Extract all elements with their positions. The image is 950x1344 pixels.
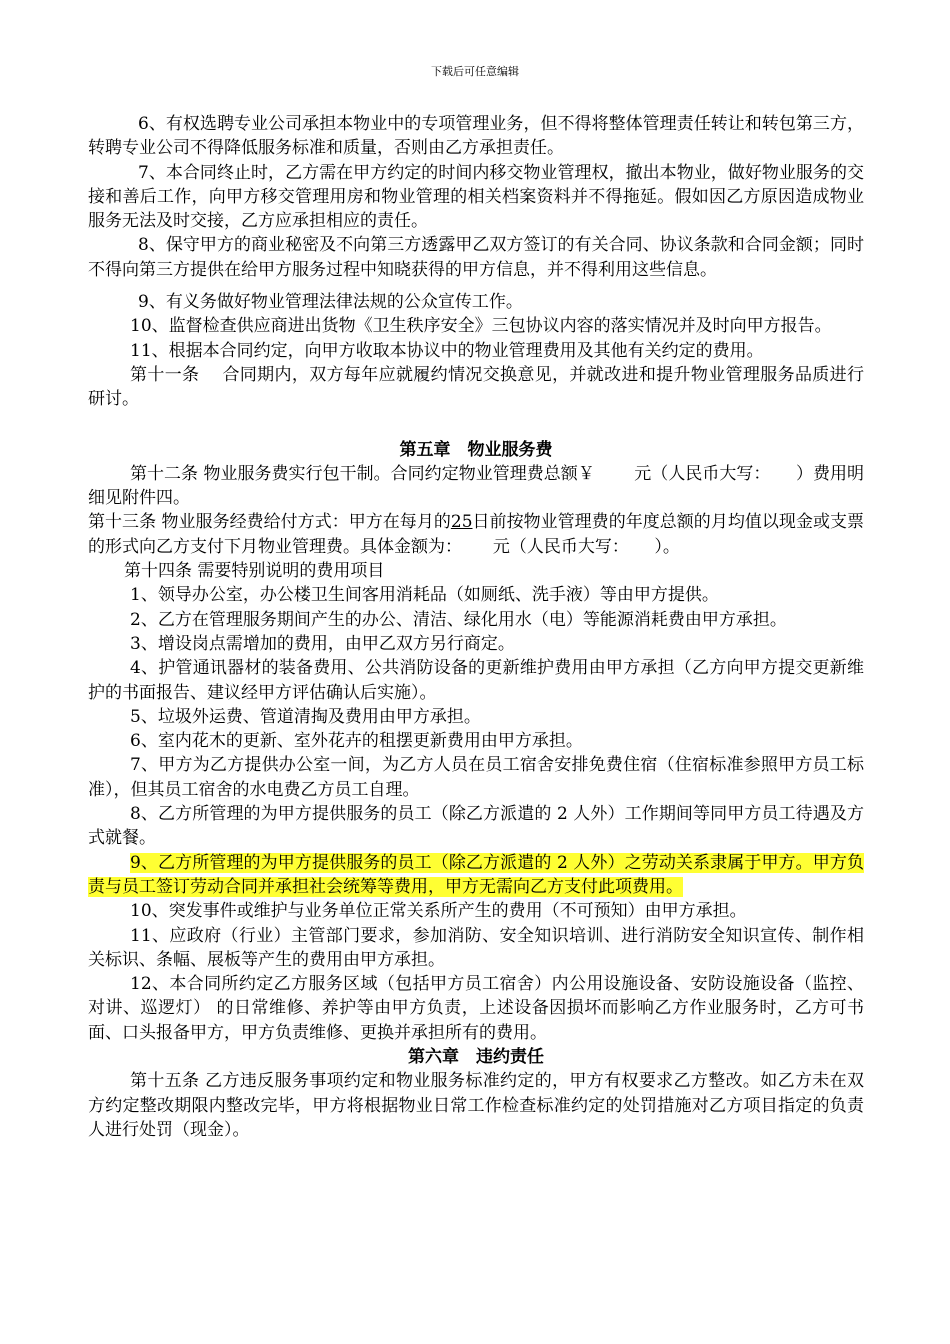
clause-10: 10、监督检查供应商进出货物《卫生秩序安全》三包协议内容的落实情况并及时向甲方报告。 [130, 316, 832, 337]
fee-item-10: 10、突发事件或维护与业务单位正常关系所产生的费用（不可预知）由甲方承担。 [130, 901, 747, 922]
fee-item-12: 12、本合同所约定乙方服务区域（包括甲方员工宿舍）内公用设施设备、安防设施设备（监控、对讲、巡逻灯） 的日常维修、养护等由甲方负责，上述设备因损坏而影响乙方作业服务时，乙方可书面、口头报备甲方，甲方负责维修、更换并承担所有的费用。 [88, 974, 864, 1043]
clause-6: 6、有权选聘专业公司承担本物业中的专项管理业务，但不得将整体管理责任转让和转包第三方，转聘专业公司不得降低服务标准和质量，否则由乙方承担责任。 [88, 114, 864, 159]
fee-item-4: 4、护管通讯器材的装备费用、公共消防设备的更新维护费用由甲方承担（乙方向甲方提交更新维护的书面报告、建议经甲方评估确认后实施）。 [88, 658, 864, 703]
chapter-5-heading: 第五章 物业服务费 [399, 439, 553, 460]
fee-item-11: 11、应政府（行业）主管部门要求，参加消防、安全知识培训、进行消防安全知识宣传、制作相关标识、条幅、展板等产生的费用由甲方承担。 [88, 925, 864, 970]
clause-11: 11、根据本合同约定，向甲方收取本协议中的物业管理费用及其他有关约定的费用。 [130, 340, 764, 361]
article-13-text-b: 日前按物业管理费的年度总额的月均值以现金或支票的形式向乙方支付下月物业管理费。具体金额为： 元（人民币大写： ）。 [88, 512, 865, 557]
fee-item-3: 3、增设岗点需增加的费用，由甲乙双方另行商定。 [130, 633, 515, 654]
article-13 [88, 510, 864, 559]
clause-9: 9、有义务做好物业管理法律法规的公众宣传工作。 [138, 292, 523, 313]
fee-item-7: 7、甲方为乙方提供办公室一间，为乙方人员在员工宿舍安排免费住宿（住宿标准参照甲方员工标准），但其员工宿舍的水电费乙方员工自理。 [88, 755, 864, 800]
highlighted-clause: 9、乙方所管理的为甲方提供服务的员工（除乙方派遣的 2 人外）之劳动关系隶属于甲方。甲方负责与员工签订劳动合同并承担社会统筹等费用，甲方无需向乙方支付此项费用。 [88, 852, 864, 897]
payment-day: 25 [450, 512, 473, 533]
article-13-text-a: 第十三条 物业服务经费给付方式：甲方在每月的 [88, 512, 451, 533]
article-15: 第十五条 乙方违反服务事项约定和物业服务标准约定的，甲方有权要求乙方整改。如乙方未在双方约定整改期限内整改完毕，甲方将根据物业日常工作检查标准约定的处罚措施对乙方项目指定的负责人进行处罚（现金）。 [88, 1071, 864, 1140]
fee-item-1: 1、领导办公室，办公楼卫生间客用消耗品（如厕纸、洗手液）等由甲方提供。 [130, 585, 719, 606]
chapter-6-heading: 第六章 违约责任 [408, 1046, 544, 1067]
article-11: 第十一条 合同期内，双方每年应就履约情况交换意见，并就改进和提升物业管理服务品质进行研讨。 [88, 364, 864, 410]
fee-item-6: 6、室内花木的更新、室外花卉的租摆更新费用由甲方承担。 [130, 731, 583, 752]
clause-7: 7、本合同终止时，乙方需在甲方约定的时间内移交物业管理权，撤出本物业，做好物业服务的交接和善后工作，向甲方移交管理用房和物业管理的相关档案资料并不得拖延。假如因乙方原因造成物业服务无法及时交接，乙方应承担相应的责任。 [88, 162, 864, 232]
fee-item-5: 5、垃圾外运费、管道清掏及费用由甲方承担。 [130, 706, 481, 727]
fee-item-8: 8、乙方所管理的为甲方提供服务的员工（除乙方派遣的 2 人外）工作期间等同甲方员工待遇及方式就餐。 [88, 804, 864, 849]
clause-8: 8、保守甲方的商业秘密及不向第三方透露甲乙双方签订的有关合同、协议条款和合同金额；同时不得向第三方提供在给甲方服务过程中知晓获得的甲方信息，并不得利用这些信息。 [88, 235, 864, 280]
document-body [88, 112, 864, 1142]
article-12: 第十二条 物业服务费实行包干制。合同约定物业管理费总额￥ 元（人民币大写： ）费用明细见附件四。 [88, 463, 864, 509]
fee-item-2: 2、乙方在管理服务期间产生的办公、清洁、绿化用水（电）等能源消耗费由甲方承担。 [130, 609, 787, 630]
page-header: 下载后可任意编辑 [431, 65, 519, 78]
fee-item-9 [88, 851, 864, 900]
article-14: 第十四条 需要特别说明的费用项目 [124, 561, 385, 582]
